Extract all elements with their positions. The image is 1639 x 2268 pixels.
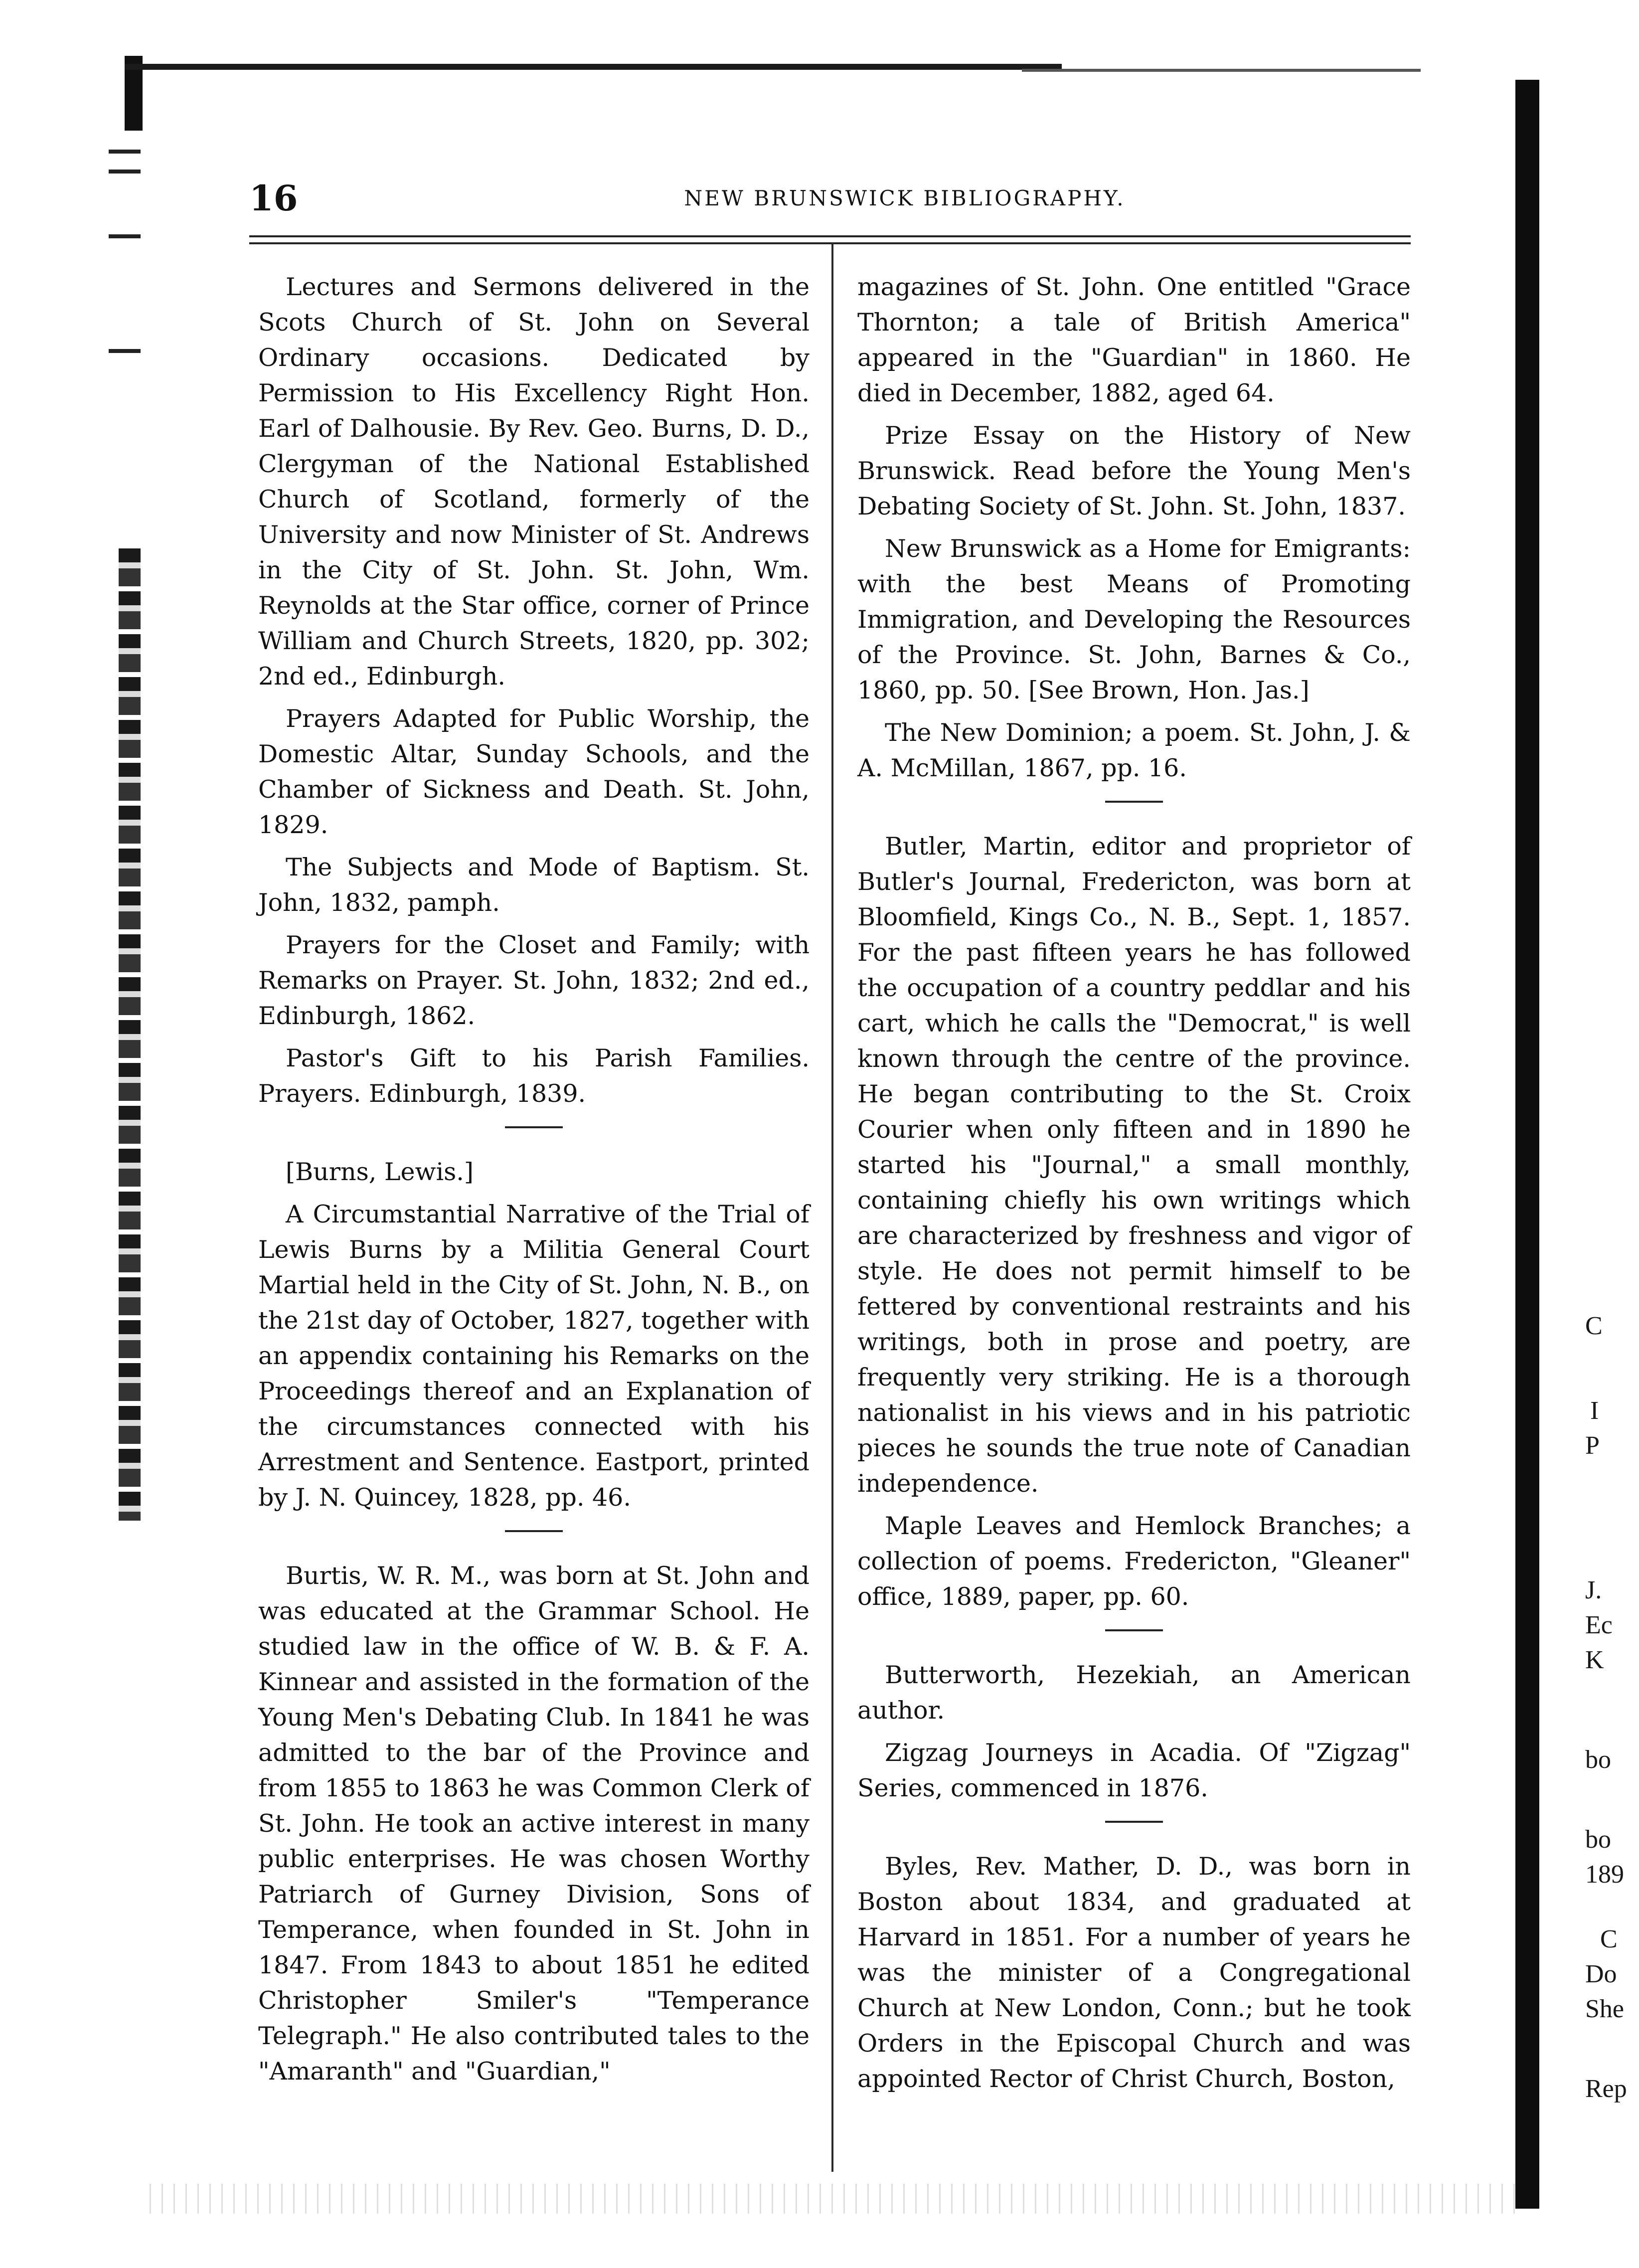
entry-pastors-gift: Pastor's Gift to his Parish Families. Prayers. Edinburgh, 1839. bbox=[258, 1044, 810, 1108]
binding-shadow bbox=[119, 548, 141, 1521]
next-page-fragment: She bbox=[1585, 1995, 1624, 2023]
left-column bbox=[258, 269, 810, 2096]
page-number: 16 bbox=[249, 177, 298, 219]
next-page-fragment: bo bbox=[1585, 1825, 1611, 1854]
right-column bbox=[857, 269, 1411, 2103]
section-separator bbox=[505, 1530, 563, 1532]
next-page-fragment: Ec bbox=[1585, 1611, 1613, 1639]
next-page-fragment: J. bbox=[1585, 1576, 1602, 1604]
next-page-fragment: Rep bbox=[1585, 2075, 1627, 2103]
entry-baptism: The Subjects and Mode of Baptism. St. John, 1832, pamph. bbox=[258, 853, 810, 917]
header-rule-double bbox=[249, 242, 1411, 244]
entry-prize-essay: Prize Essay on the History of New Brunswick. Read before the Young Men's Debating Society of St. John. St. John, 1837. bbox=[857, 421, 1411, 521]
author-heading-burns: [Burns, Lewis.] bbox=[286, 1158, 474, 1186]
entry-lectures: Lectures and Sermons delivered in the Scots Church of St. John on Several Ordinary occasions. Dedicated by Permission to His Excellency Right Hon. Earl of Dalhousie. By Rev. Geo. Burns, D. D., Clergyman of the National Established Church of Scotland, formerly of the University and now Minister of St. Andrews in the City of St. John. St. John, Wm. Reynolds at the Star office, corner of Prince William and Church Streets, 1820, pp. 302; 2nd ed., Edinburgh. bbox=[258, 273, 810, 691]
gutter-bar bbox=[1515, 80, 1539, 2209]
entry-home-emigrants: New Brunswick as a Home for Emigrants: with the best Means of Promoting Immigration, and Developing the Resources of the Province. St. John, Barnes & Co., 1860, pp. 50. [See Brown, Hon. Jas.] bbox=[857, 534, 1411, 704]
section-separator bbox=[1105, 1821, 1163, 1823]
bio-butterworth: Butterworth, Hezekiah, an American author. bbox=[857, 1661, 1411, 1725]
entry-new-dominion: The New Dominion; a poem. St. John, J. & A. McMillan, 1867, pp. 16. bbox=[857, 718, 1411, 782]
next-page-fragment: bo bbox=[1585, 1745, 1611, 1774]
scan-bottom-noise bbox=[150, 2184, 1515, 2214]
margin-mark bbox=[109, 234, 141, 238]
next-page-fragment: K bbox=[1585, 1646, 1604, 1674]
next-page-fragment: C bbox=[1585, 1312, 1603, 1340]
entry-prayers-closet: Prayers for the Closet and Family; with Remarks on Prayer. St. John, 1832; 2nd ed., Edinburgh, 1862. bbox=[258, 931, 810, 1030]
bio-burtis-continued: magazines of St. John. One entitled "Grace Thornton; a tale of British America" appeared in the "Guardian" in 1860. He died in December, 1882, aged 64. bbox=[857, 273, 1411, 407]
entry-prayers-adapted: Prayers Adapted for Public Worship, the Domestic Altar, Sunday Schools, and the Chamber of Sickness and Death. St. John, 1829. bbox=[258, 704, 810, 839]
entry-narrative: A Circumstantial Narrative of the Trial of Lewis Burns by a Militia General Court Martial held in the City of St. John, N. B., on the 21st day of October, 1827, together with an appendix containing his Remarks on the Proceedings thereof and an Explanation of the circumstances connected with his Arrestment and Sentence. Eastport, printed by J. N. Quincey, 1828, pp. 46. bbox=[258, 1200, 810, 1512]
scan-top-edge-faint bbox=[1022, 69, 1421, 72]
bio-byles: Byles, Rev. Mather, D. D., was born in Boston about 1834, and graduated at Harvard in 1851. For a number of years he was the minister of a Congregational Church at New London, Conn.; but he took Orders in the Episcopal Church and was appointed Rector of Christ Church, Boston, bbox=[857, 1852, 1411, 2093]
next-page-fragment: 189 bbox=[1585, 1860, 1624, 1889]
scan-top-edge bbox=[125, 64, 1062, 70]
next-page-fragment: I bbox=[1590, 1396, 1599, 1425]
header-rule bbox=[249, 235, 1411, 237]
running-title: NEW BRUNSWICK BIBLIOGRAPHY. bbox=[684, 186, 1126, 210]
next-page-fragment: Do bbox=[1585, 1960, 1617, 1988]
section-separator bbox=[505, 1126, 563, 1128]
margin-mark bbox=[109, 170, 141, 174]
margin-mark bbox=[109, 349, 141, 353]
section-separator bbox=[1105, 801, 1163, 803]
entry-maple-leaves: Maple Leaves and Hemlock Branches; a collection of poems. Fredericton, "Gleaner" office, 1889, paper, pp. 60. bbox=[857, 1512, 1411, 1611]
entry-zigzag: Zigzag Journeys in Acadia. Of "Zigzag" Series, commenced in 1876. bbox=[857, 1739, 1411, 1802]
bio-burtis: Burtis, W. R. M., was born at St. John and was educated at the Grammar School. He studied law in the office of W. B. & F. A. Kinnear and assisted in the formation of the Young Men's Debating Club. In 1841 he was admitted to the bar of the Province and from 1855 to 1863 he was Common Clerk of St. John. He took an active interest in many public enterprises. He was chosen Worthy Patriarch of Gurney Division, Sons of Temperance, when founded in St. John in 1847. From 1843 to about 1851 he edited Christopher Smiler's "Temperance Telegraph." He also contributed tales to the "Amaranth" and "Guardian," bbox=[258, 1562, 810, 2086]
next-page-fragment: C bbox=[1600, 1925, 1618, 1953]
next-page-fragment: P bbox=[1585, 1431, 1600, 1460]
margin-mark bbox=[109, 150, 141, 154]
section-separator bbox=[1105, 1629, 1163, 1631]
column-divider bbox=[831, 242, 833, 2172]
page-header bbox=[249, 174, 1411, 223]
bio-butler: Butler, Martin, editor and proprietor of Butler's Journal, Fredericton, was born at Bloomfield, Kings Co., N. B., Sept. 1, 1857. For the past fifteen years he has followed the occupation of a country peddlar and his cart, which he calls the "Democrat," is well known through the centre of the province. He began contributing to the St. Croix Courier when only fifteen and in 1890 he started his "Journal," a small monthly, containing chiefly his own writings which are characterized by freshness and vigor of style. He does not permit himself to be fettered by conventional restraints and his writings, both in prose and poetry, are frequently very striking. He is a thorough nationalist in his views and in his patriotic pieces he sounds the true note of Canadian independence. bbox=[857, 832, 1411, 1498]
